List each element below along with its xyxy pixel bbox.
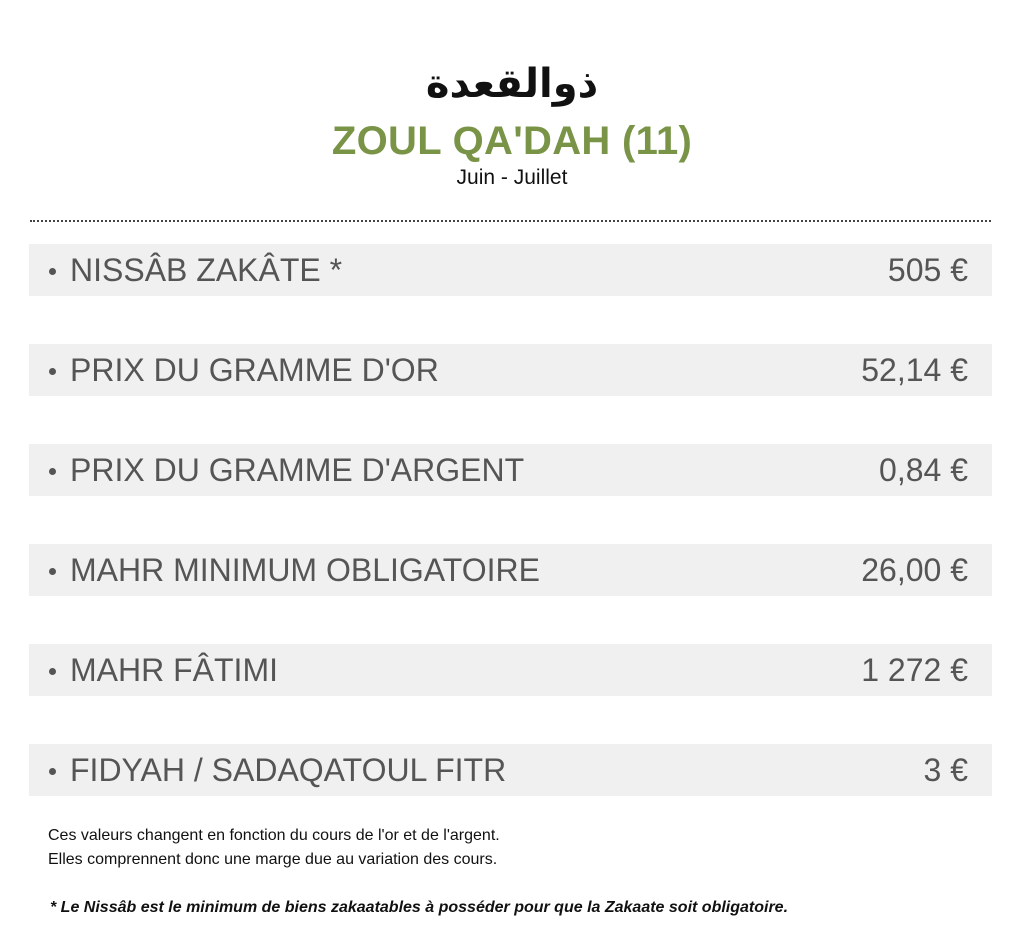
- values-list: [29, 244, 992, 844]
- row-label: FIDYAH / SADAQATOUL FITR: [70, 751, 507, 788]
- row-gold-price: [29, 344, 992, 396]
- row-label: MAHR FÂTIMI: [70, 651, 278, 688]
- row-mahr-fatimi: [29, 644, 992, 696]
- note-line: Ces valeurs changent en fonction du cours de l'or et de l'argent.: [48, 827, 500, 844]
- row-value: 52,14 €: [861, 351, 968, 388]
- dotted-divider: [30, 220, 991, 222]
- row-silver-price: [29, 444, 992, 496]
- row-label-group: [49, 352, 439, 389]
- row-mahr-minimum: [29, 544, 992, 596]
- bullet-icon: [49, 668, 56, 675]
- row-label-group: [49, 252, 342, 289]
- bullet-icon: [49, 468, 56, 475]
- row-label: PRIX DU GRAMME D'ARGENT: [70, 451, 525, 488]
- arabic-month-title: ذوالقعدة: [425, 61, 599, 107]
- row-label-group: [49, 752, 506, 789]
- row-label: MAHR MINIMUM OBLIGATOIRE: [70, 551, 540, 588]
- row-label: NISSÂB ZAKÂTE *: [70, 251, 343, 288]
- row-nissab-zakate: [29, 244, 992, 296]
- row-value: 26,00 €: [861, 551, 968, 588]
- row-value: 505 €: [887, 251, 968, 288]
- row-label-group: [49, 652, 278, 689]
- row-value: 3 €: [923, 751, 968, 788]
- row-value: 0,84 €: [879, 451, 968, 488]
- row-label-group: [49, 552, 540, 589]
- nissab-footnote: * Le Nissâb est le minimum de biens zakaatables à posséder pour que la Zakaate soit obligatoire.: [50, 899, 789, 916]
- bullet-icon: [49, 568, 56, 575]
- note-line: Elles comprennent donc une marge due au variation des cours.: [48, 851, 498, 868]
- month-period: Juin - Juillet: [456, 166, 568, 189]
- row-label-group: [49, 452, 524, 489]
- bullet-icon: [49, 368, 56, 375]
- row-value: 1 272 €: [861, 651, 968, 688]
- row-fidyah: [29, 744, 992, 796]
- row-label: PRIX DU GRAMME D'OR: [70, 351, 439, 388]
- page-header: [0, 58, 1024, 190]
- notes: [48, 824, 988, 872]
- month-title: ZOUL QA'DAH (11): [331, 119, 693, 163]
- bullet-icon: [49, 268, 56, 275]
- bullet-icon: [49, 768, 56, 775]
